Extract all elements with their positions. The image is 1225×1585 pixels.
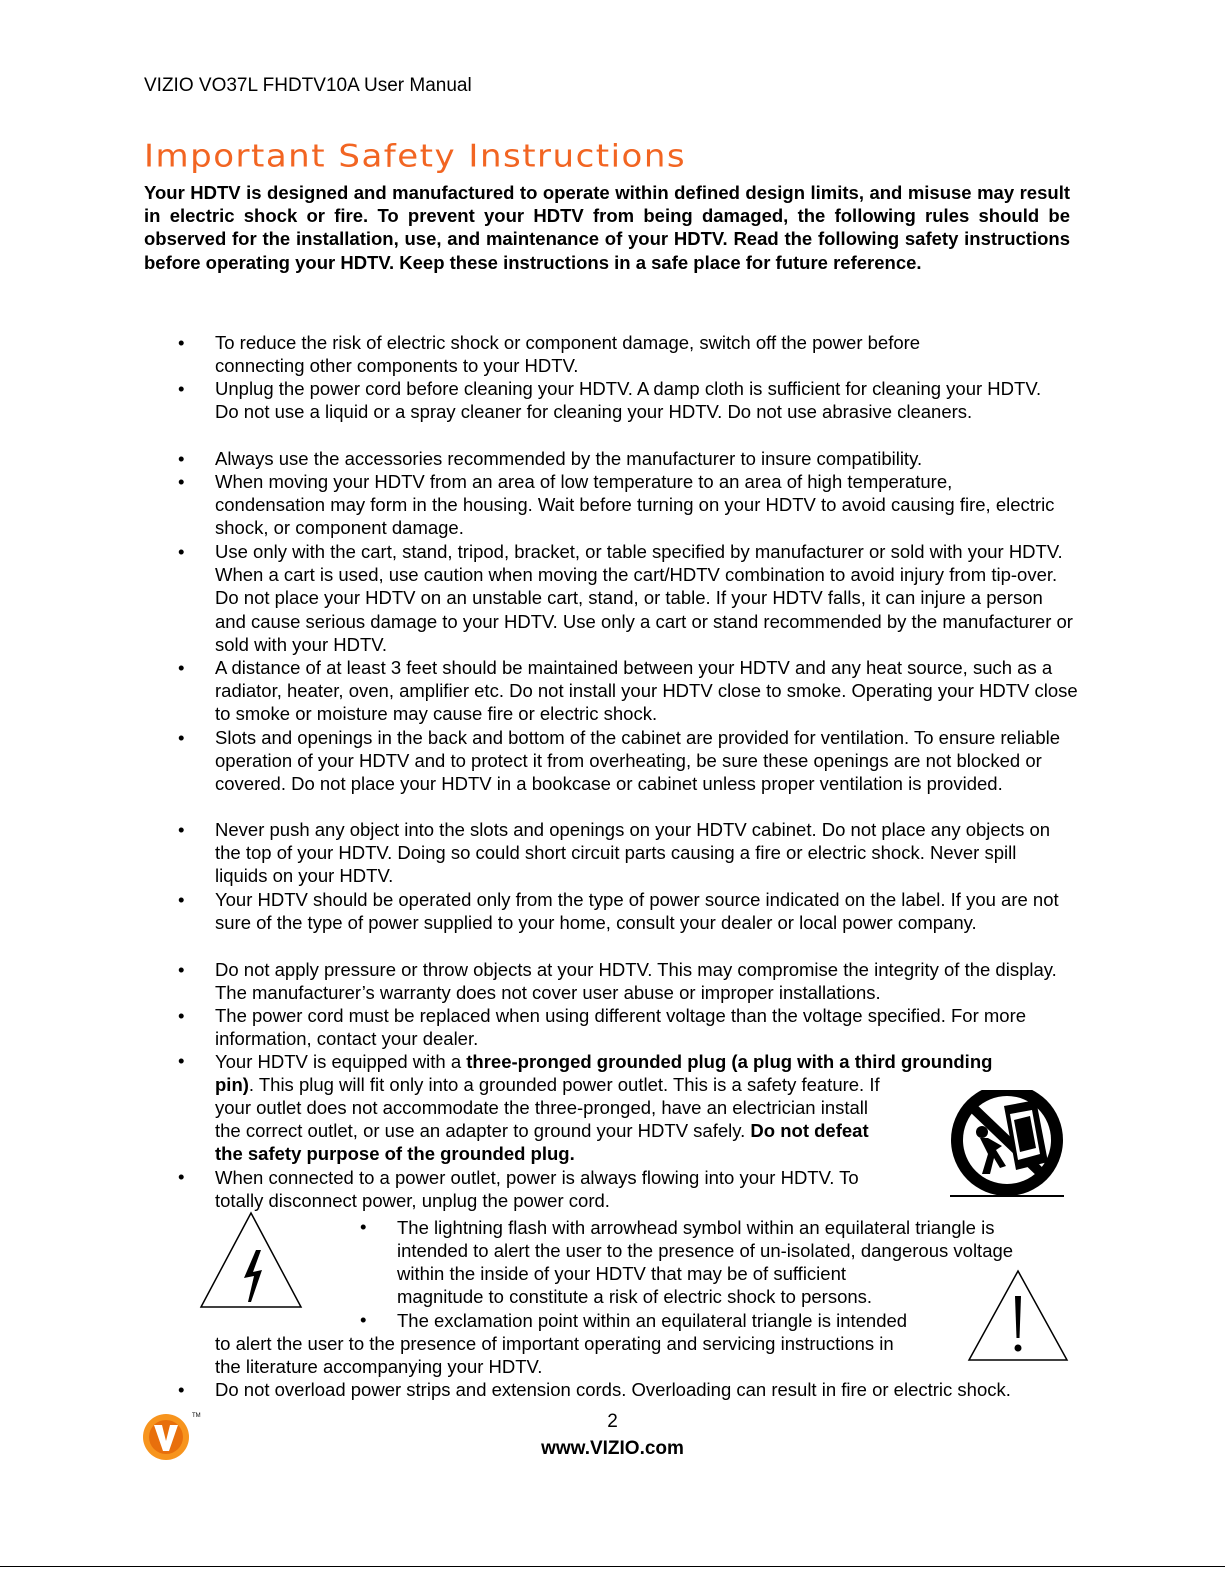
list-item: • Do not overload power strips and extension cords. Overloading can result in fire or electric shock. [178,1378,1088,1401]
lightning-line-2: intended to alert the user to the presence of un-isolated, dangerous voltage [397,1240,1014,1261]
lightning-line-4: magnitude to constitute a risk of electric shock to persons. [397,1286,873,1307]
bullet-dot: • [360,1309,367,1330]
list-item: • Always use the accessories recommended by the manufacturer to insure compatibility. [178,447,1028,470]
list-item: • A distance of at least 3 feet should be maintained between your HDTV and any heat source, such as a radiator, heater, oven, amplifier etc. Do not install your HDTV close to smoke. Operating your HDTV close to smoke or moisture may cause fire or electric shock. [178,656,1088,726]
manual-header: VIZIO VO37L FHDTV10A User Manual [144,75,472,96]
bottom-divider [0,1566,1225,1567]
exclamation-line-3: the literature accompanying your HDTV. [215,1356,543,1377]
trademark-mark: TM [192,1413,201,1419]
plug-line-2: pin). This plug will fit only into a grounded power outlet. This is a safety feature. If [215,1074,880,1095]
plug-line-3: your outlet does not accommodate the three-pronged, have an electrician install [215,1097,869,1118]
bullet-dot: • [178,1050,185,1071]
list-item: • Unplug the power cord before cleaning your HDTV. A damp cloth is sufficient for cleaning your HDTV. Do not use a liquid or a spray cleaner for cleaning your HDTV. Do not use abrasive cleaners. [178,377,1048,423]
list-item: • Do not apply pressure or throw objects at your HDTV. This may compromise the integrity of the display. The manufacturer’s warranty does not cover user abuse or improper installations. [178,958,1058,1004]
website-url: www.VIZIO.com [541,1438,684,1459]
bullet-dot: • [178,1166,185,1187]
lightning-line-3: within the inside of your HDTV that may be of sufficient [397,1263,847,1284]
page-title: Important Safety Instructions [144,138,687,175]
list-item: • Your HDTV should be operated only from the type of power source indicated on the label. If you are not sure of the type of power supplied to your home, consult your dealer or local power company. [178,888,1063,934]
power-line-2: totally disconnect power, unplug the power cord. [215,1190,610,1211]
list-item: • Slots and openings in the back and bottom of the cabinet are provided for ventilation. To ensure reliable operation of your HDTV and to protect it from overheating, be sure these openings are not blocked or covered. Do not place your HDTV in a bookcase or cabinet unless proper ventilation is provided. [178,726,1063,796]
list-item: • The power cord must be replaced when using different voltage than the voltage specified. For more information, contact your dealer. [178,1004,1048,1050]
bullet-dot: • [360,1216,367,1237]
plug-line-4: the correct outlet, or use an adapter to ground your HDTV safely. Do not defeat [215,1120,869,1141]
lightning-line-1: The lightning flash with arrowhead symbol within an equilateral triangle is [397,1217,995,1238]
exclamation-line-1: The exclamation point within an equilateral triangle is intended [397,1310,908,1331]
exclamation-line-2: to alert the user to the presence of important operating and servicing instructions in [215,1333,894,1354]
lightning-warning-icon [198,1210,304,1310]
plug-line-5: the safety purpose of the grounded plug. [215,1143,575,1164]
page-number: 2 [607,1411,618,1432]
plug-line-1: Your HDTV is equipped with a three-pronged grounded plug (a plug with a third grounding [215,1051,993,1072]
cart-tip-over-warning-icon [944,1090,1070,1202]
list-item: • To reduce the risk of electric shock or component damage, switch off the power before connecting other components to your HDTV. [178,331,998,377]
exclamation-warning-icon [966,1268,1070,1364]
list-item: • When moving your HDTV from an area of low temperature to an area of high temperature, condensation may form in the housing. Wait before turning on your HDTV to avoid causing fire, electric shock, or component damage. [178,470,1058,540]
list-item: • Use only with the cart, stand, tripod, bracket, or table specified by manufacturer or sold with your HDTV. When a cart is used, use caution when moving the cart/HDTV combination to avoid injury from tip-over. Do not place your HDTV on an unstable cart, stand, or table. If your HDTV falls, it can injure a person and cause serious damage to your HDTV. Use only a cart or stand recommended by the manufacturer or sold with your HDTV. [178,540,1078,656]
intro-paragraph: Your HDTV is designed and manufactured to operate within defined design limits, and misuse may result in electric shock or fire. To prevent your HDTV from being damaged, the following rules should be observed for the installation, use, and maintenance of your HDTV. Read the following safety instructions before operating your HDTV. Keep these instructions in a safe place for future reference. [144,182,1070,273]
list-item: • Never push any object into the slots and openings on your HDTV cabinet. Do not place any objects on the top of your HDTV. Doing so could short circuit parts causing a fire or electric shock. Never spill liquids on your HDTV. [178,818,1073,888]
power-line-1: When connected to a power outlet, power is always flowing into your HDTV. To [215,1167,859,1188]
